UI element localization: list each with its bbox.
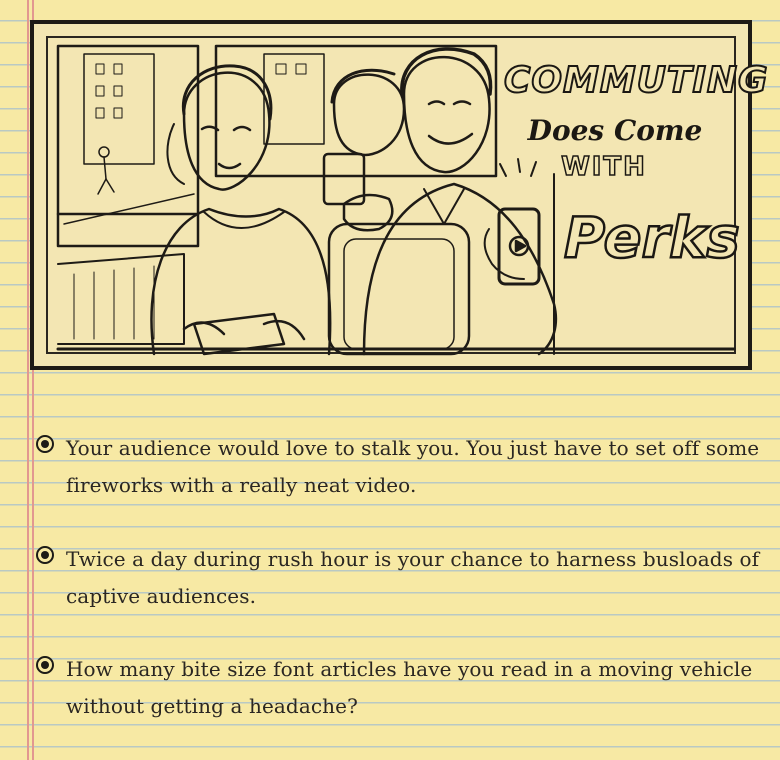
target-bullet-icon bbox=[36, 656, 54, 674]
illustration-title-commuting: COMMUTING bbox=[504, 60, 769, 101]
bullet-text: Your audience would love to stalk you. You just have to set off some fireworks with a really neat video. bbox=[66, 436, 760, 497]
illustration-title-with: WITH bbox=[561, 152, 647, 182]
list-item bbox=[34, 430, 774, 504]
list-item bbox=[34, 541, 774, 615]
bullet-text: How many bite size font articles have you read in a moving vehicle without getting a headache? bbox=[66, 657, 753, 718]
bullet-text: Twice a day during rush hour is your chance to harness busloads of captive audiences. bbox=[66, 547, 760, 608]
target-bullet-icon bbox=[36, 435, 54, 453]
illustration-title-perks: Perks bbox=[564, 206, 740, 271]
target-bullet-icon bbox=[36, 546, 54, 564]
list-item bbox=[34, 651, 774, 725]
illustration-title-does-come: Does Come bbox=[527, 114, 703, 147]
